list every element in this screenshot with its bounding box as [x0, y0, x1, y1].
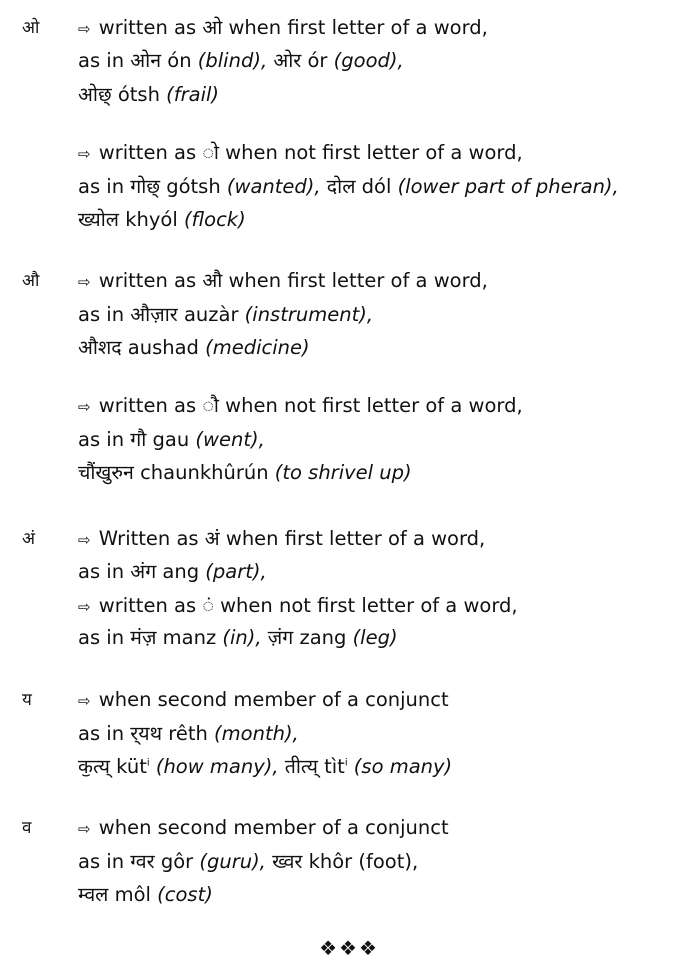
arrow-icon: ⇨ — [78, 692, 91, 710]
section-letter-o: ओ — [22, 18, 40, 38]
example-gloss: (so many) — [353, 755, 453, 778]
example-word: तीत्य् — [284, 755, 318, 778]
example-lead: as in — [78, 626, 125, 649]
example-line — [78, 883, 213, 907]
example-roman: rêth — [168, 722, 208, 745]
example-word: ख्वर — [272, 850, 303, 873]
example-line — [78, 722, 299, 746]
example-word: र्‌यथ — [130, 722, 163, 745]
example-roman — [324, 755, 348, 778]
example-lead: as in — [78, 303, 125, 326]
rule-text: written as ं when not first letter of a word, — [98, 594, 518, 617]
example-word: अंग — [130, 560, 157, 583]
roman-base: tìt — [324, 755, 345, 778]
example-roman: ór — [307, 49, 328, 72]
example-lead: as in — [78, 428, 125, 451]
arrow-icon: ⇨ — [78, 531, 91, 549]
example-line — [78, 850, 418, 874]
example-roman: gôr — [160, 850, 194, 873]
example-gloss: (flock) — [183, 208, 246, 231]
rule-text: written as ौ when not first letter of a word, — [98, 394, 523, 417]
example-word: ओन — [130, 49, 162, 72]
example-roman: manz — [162, 626, 217, 649]
rule-au-first — [78, 269, 488, 294]
example-gloss: (blind), — [197, 49, 268, 72]
example-roman — [116, 755, 149, 778]
example-word: चौंखुरुन — [78, 461, 134, 484]
example-gloss: (guru), — [199, 850, 266, 873]
example-roman: zang — [299, 626, 347, 649]
example-gloss: (in), — [222, 626, 262, 649]
arrow-icon: ⇨ — [78, 820, 91, 838]
example-roman: ótsh — [117, 83, 160, 106]
example-roman: gau — [152, 428, 190, 451]
example-gloss: (how many), — [155, 755, 279, 778]
example-word: ज़ंग — [267, 626, 294, 649]
example-lead: as in — [78, 850, 125, 873]
example-roman: môl — [114, 883, 151, 906]
example-gloss: (went), — [195, 428, 265, 451]
example-line — [78, 83, 219, 107]
example-gloss: (wanted), — [226, 175, 321, 198]
example-gloss: (cost) — [157, 883, 213, 906]
example-line — [78, 303, 373, 327]
example-lead: as in — [78, 49, 125, 72]
example-roman: ón — [167, 49, 192, 72]
example-roman: auzàr — [183, 303, 239, 326]
example-lead: as in — [78, 722, 125, 745]
example-gloss: (month), — [214, 722, 299, 745]
example-gloss: (foot), — [358, 850, 419, 873]
example-word: औज़ार — [130, 303, 178, 326]
superscript: i — [146, 757, 150, 769]
example-roman: chaunkhûrún — [140, 461, 269, 484]
arrow-icon: ⇨ — [78, 598, 91, 616]
rule-text: when second member of a conjunct — [98, 688, 449, 711]
rule-text: written as ओ when first letter of a word, — [98, 16, 488, 39]
arrow-icon: ⇨ — [78, 398, 91, 416]
example-word: ओछ् — [78, 83, 112, 106]
example-word: औशद — [78, 336, 122, 359]
example-line — [78, 175, 619, 199]
example-roman: aushad — [127, 336, 199, 359]
example-gloss: (part), — [205, 560, 267, 583]
example-line — [78, 461, 412, 485]
example-gloss: (lower part of pheran), — [397, 175, 619, 198]
example-word: ख्योल — [78, 208, 119, 231]
rule-ya — [78, 688, 449, 713]
rule-text: written as ो when not first letter of a word, — [98, 141, 523, 164]
arrow-icon: ⇨ — [78, 145, 91, 163]
superscript: i — [344, 757, 348, 769]
example-gloss: (medicine) — [205, 336, 310, 359]
example-word: गौ — [130, 428, 147, 451]
example-line — [78, 428, 265, 452]
rule-am-first — [78, 527, 485, 552]
example-line — [78, 626, 398, 650]
example-word: म्वल — [78, 883, 109, 906]
example-gloss: (instrument), — [244, 303, 374, 326]
example-roman: khôr — [308, 850, 353, 873]
example-gloss: (leg) — [352, 626, 398, 649]
section-letter-am: अं — [22, 529, 35, 549]
section-letter-ya: य — [22, 690, 32, 710]
example-roman: khyól — [125, 208, 178, 231]
rule-am-second — [78, 594, 518, 619]
rule-au-second — [78, 394, 523, 419]
rule-text: written as औ when first letter of a word, — [98, 269, 488, 292]
example-word: ग्वर — [130, 850, 155, 873]
rule-text: when second member of a conjunct — [98, 816, 449, 839]
example-lead: as in — [78, 560, 125, 583]
rule-va — [78, 816, 449, 841]
example-line — [78, 560, 267, 584]
roman-base: küt — [116, 755, 147, 778]
example-word: गोछ् — [130, 175, 160, 198]
example-gloss: (good), — [333, 49, 404, 72]
example-line — [78, 336, 310, 360]
section-letter-va: व — [22, 818, 32, 838]
example-gloss: (to shrivel up) — [274, 461, 412, 484]
example-line — [78, 208, 246, 232]
example-word: कॖत्य् — [78, 755, 110, 778]
rule-o-first — [78, 16, 488, 41]
example-word: मंज़ — [130, 626, 157, 649]
example-word: ओर — [273, 49, 302, 72]
rule-o-second — [78, 141, 523, 166]
example-lead: as in — [78, 175, 125, 198]
rule-text: Written as अं when first letter of a word, — [98, 527, 486, 550]
example-roman: ang — [162, 560, 200, 583]
footer-ornament-icon: ❖❖❖ — [319, 936, 379, 960]
arrow-icon: ⇨ — [78, 20, 91, 38]
section-letter-au: औ — [22, 271, 40, 291]
example-word: दोल — [326, 175, 356, 198]
example-gloss: (frail) — [166, 83, 220, 106]
example-roman: dól — [361, 175, 392, 198]
example-line — [78, 49, 404, 73]
example-line — [78, 755, 452, 779]
arrow-icon: ⇨ — [78, 273, 91, 291]
example-roman: gótsh — [166, 175, 221, 198]
